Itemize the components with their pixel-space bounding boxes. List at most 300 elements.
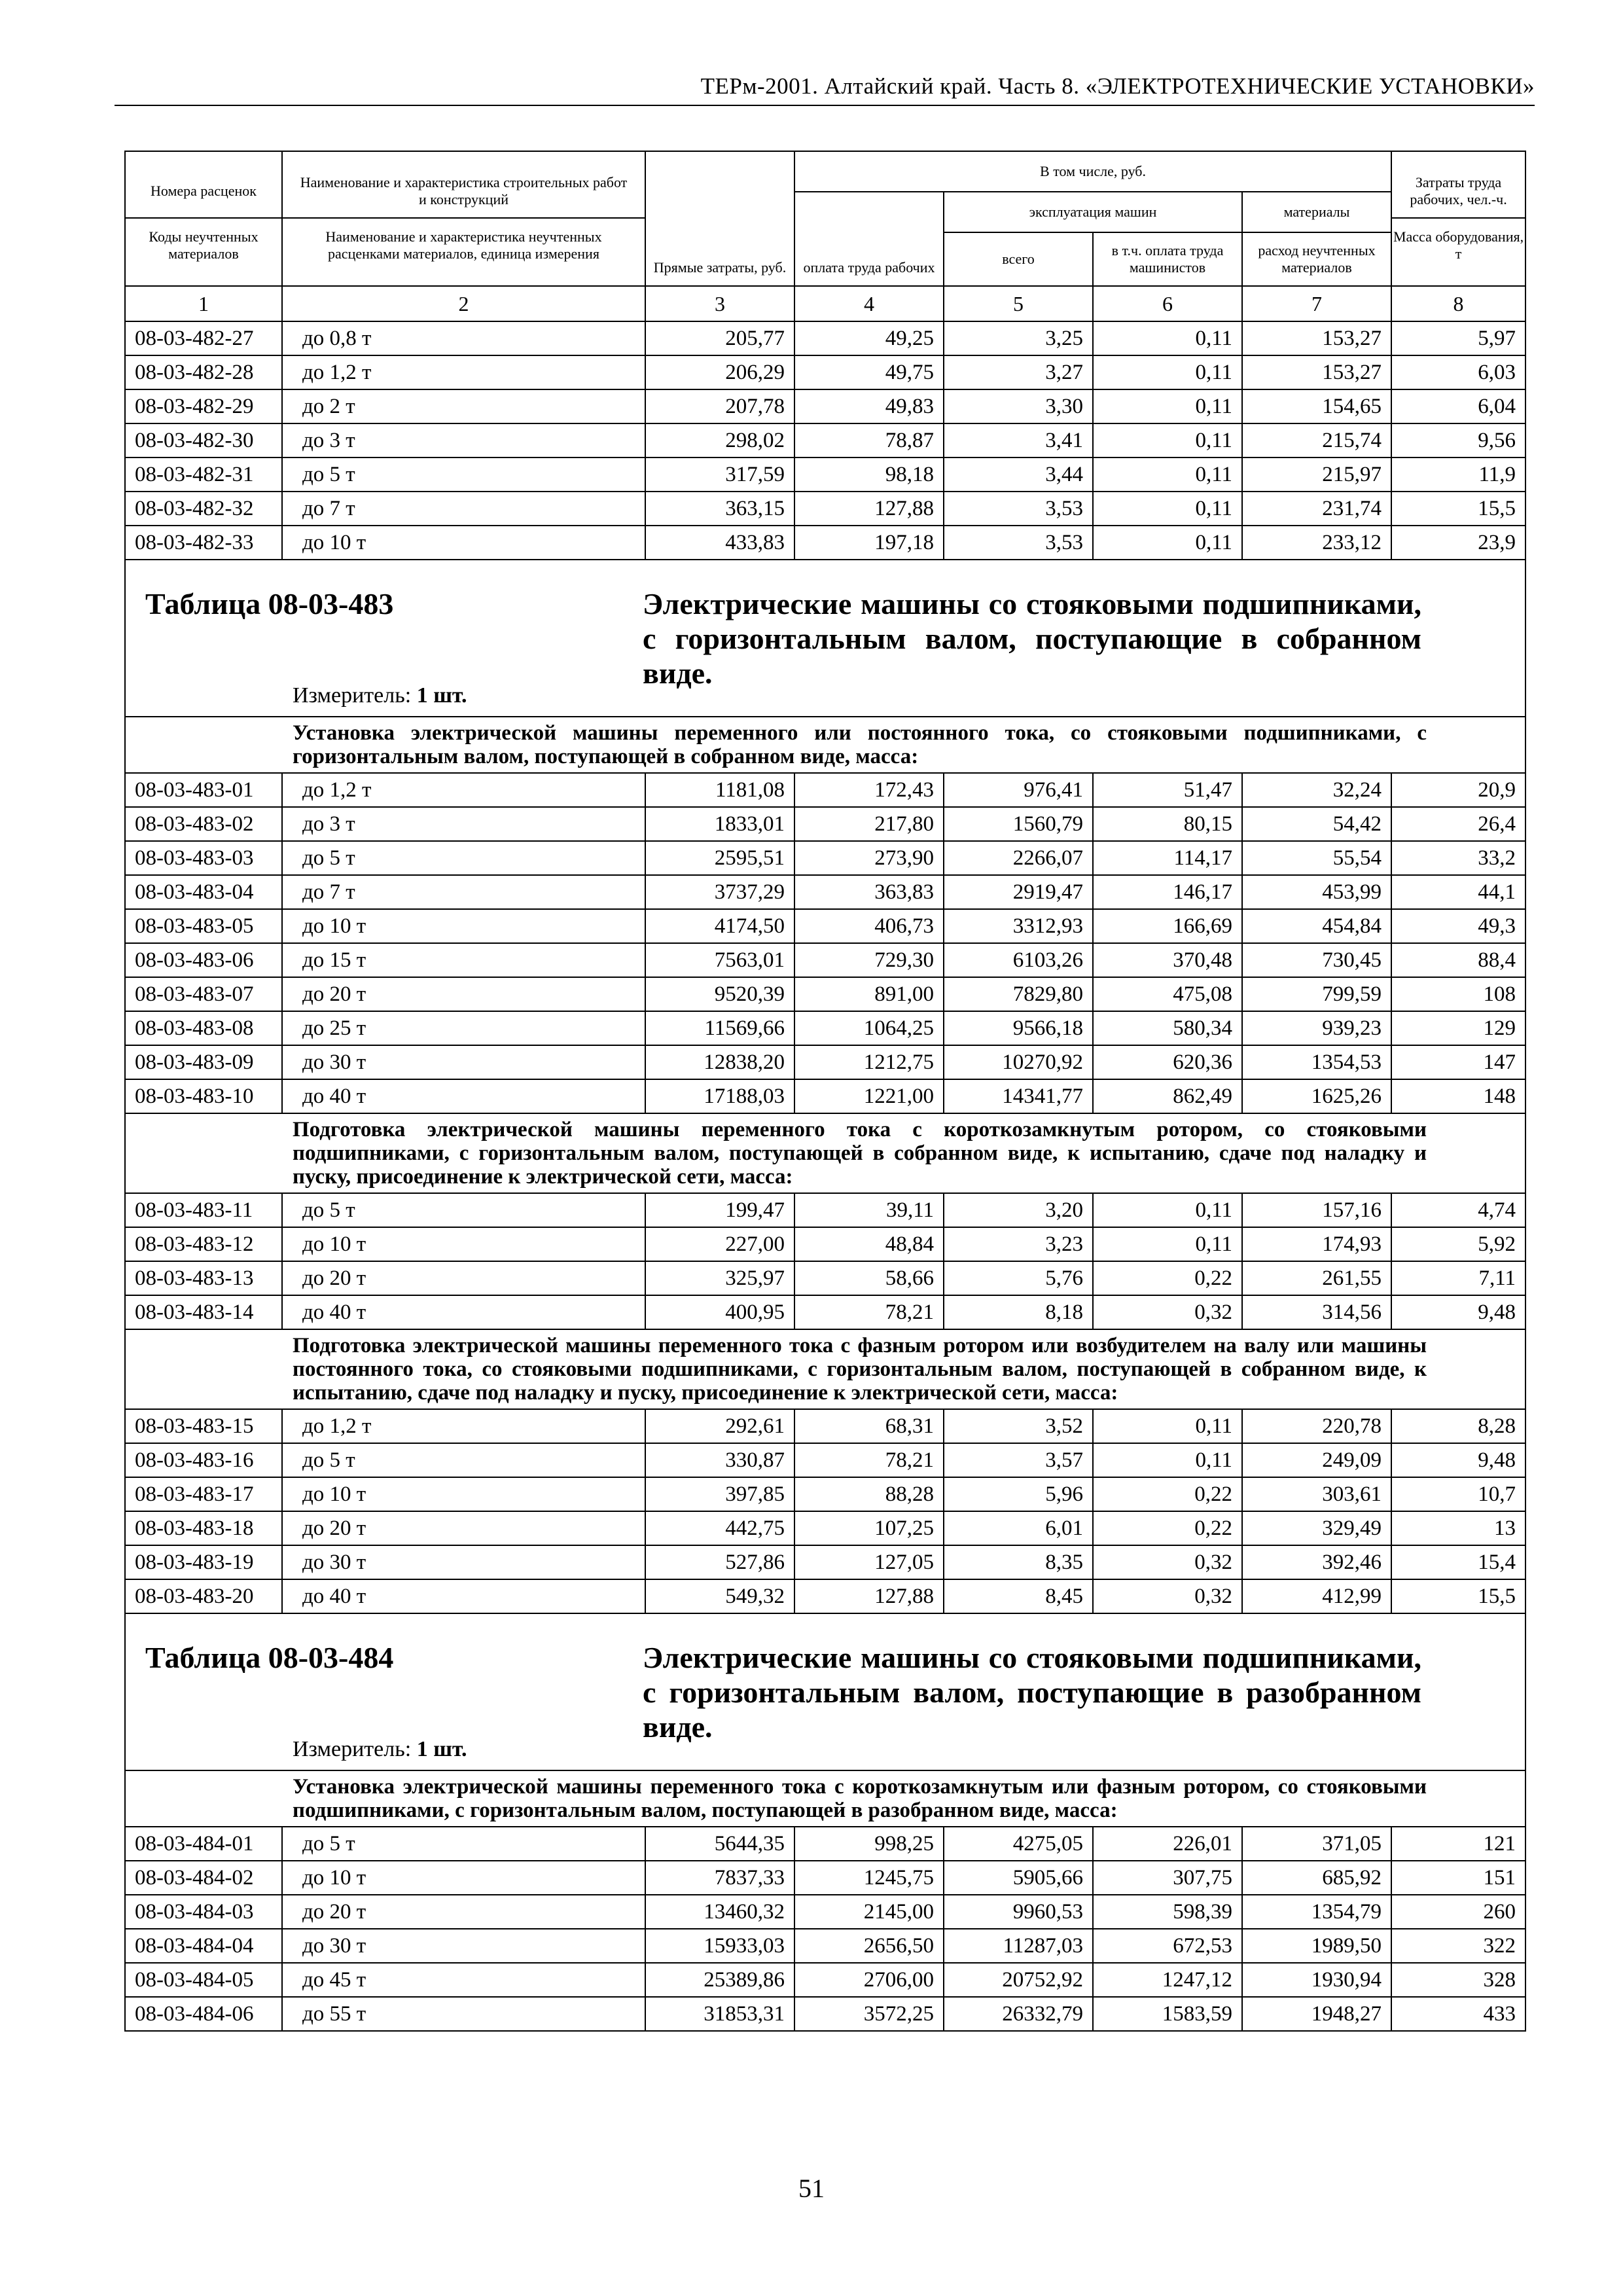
rate-value: 153,27 bbox=[1242, 321, 1391, 355]
rate-code: 08-03-484-06 bbox=[125, 1997, 282, 2031]
rate-code: 08-03-483-09 bbox=[125, 1045, 282, 1079]
rate-value: 206,29 bbox=[645, 355, 794, 389]
rate-name: до 3 т bbox=[282, 423, 645, 457]
table-row bbox=[125, 909, 1525, 943]
rate-code: 08-03-484-05 bbox=[125, 1963, 282, 1997]
rate-value: 1583,59 bbox=[1093, 1997, 1242, 2031]
rate-value: 7563,01 bbox=[645, 943, 794, 977]
table-label: Таблица 08-03-483 bbox=[145, 587, 394, 620]
rate-name: до 15 т bbox=[282, 943, 645, 977]
rate-value: 121 bbox=[1391, 1827, 1525, 1861]
machines-total-header: всего bbox=[944, 232, 1093, 286]
table-row bbox=[125, 977, 1525, 1011]
rate-code: 08-03-483-12 bbox=[125, 1227, 282, 1261]
rate-name: до 30 т bbox=[282, 1545, 645, 1579]
rate-name: до 40 т bbox=[282, 1295, 645, 1329]
rate-name: до 5 т bbox=[282, 1443, 645, 1477]
table-unit bbox=[293, 1737, 467, 1762]
rate-value: 55,54 bbox=[1242, 841, 1391, 875]
rate-value: 9520,39 bbox=[645, 977, 794, 1011]
rate-value: 197,18 bbox=[794, 526, 944, 560]
rate-value: 6,04 bbox=[1391, 389, 1525, 423]
rate-value: 88,4 bbox=[1391, 943, 1525, 977]
rate-value: 58,66 bbox=[794, 1261, 944, 1295]
table-row bbox=[125, 807, 1525, 841]
rate-value: 88,28 bbox=[794, 1477, 944, 1511]
rate-value: 730,45 bbox=[1242, 943, 1391, 977]
rate-value: 17188,03 bbox=[645, 1079, 794, 1113]
rate-value: 5,76 bbox=[944, 1261, 1093, 1295]
rate-code: 08-03-483-13 bbox=[125, 1261, 282, 1295]
rate-value: 939,23 bbox=[1242, 1011, 1391, 1045]
rate-value: 453,99 bbox=[1242, 875, 1391, 909]
table-row bbox=[125, 1193, 1525, 1227]
rate-value: 220,78 bbox=[1242, 1409, 1391, 1443]
rate-code: 08-03-484-03 bbox=[125, 1895, 282, 1929]
machines-header: эксплуатация машин bbox=[944, 192, 1242, 232]
table-row bbox=[125, 1545, 1525, 1579]
table-row bbox=[125, 423, 1525, 457]
rate-value: 1245,75 bbox=[794, 1861, 944, 1895]
rate-value: 107,25 bbox=[794, 1511, 944, 1545]
labor-header: Затраты труда рабочих, чел.-ч. bbox=[1410, 174, 1507, 207]
rate-value: 11569,66 bbox=[645, 1011, 794, 1045]
table-title: Электрические машины со стояковыми подшипниками, с горизонтальным валом, поступающие в разобранном виде. bbox=[643, 1641, 1421, 1744]
rate-value: 49,75 bbox=[794, 355, 944, 389]
rate-name: до 5 т bbox=[282, 1827, 645, 1861]
rate-value: 0,11 bbox=[1093, 492, 1242, 526]
rate-name: до 25 т bbox=[282, 1011, 645, 1045]
col1-header-bottom: Коды неучтенных материалов bbox=[126, 217, 281, 272]
table-row bbox=[125, 355, 1525, 389]
rate-value: 400,95 bbox=[645, 1295, 794, 1329]
rate-value: 0,11 bbox=[1093, 389, 1242, 423]
rate-code: 08-03-482-29 bbox=[125, 389, 282, 423]
rate-value: 3312,93 bbox=[944, 909, 1093, 943]
rate-value: 527,86 bbox=[645, 1545, 794, 1579]
rate-value: 249,09 bbox=[1242, 1443, 1391, 1477]
col1-header-cell bbox=[125, 151, 282, 286]
table-row bbox=[125, 389, 1525, 423]
rate-name: до 30 т bbox=[282, 1929, 645, 1963]
table-row bbox=[125, 526, 1525, 560]
rate-value: 292,61 bbox=[645, 1409, 794, 1443]
table-row bbox=[125, 875, 1525, 909]
table-row bbox=[125, 492, 1525, 526]
rate-value: 32,24 bbox=[1242, 773, 1391, 807]
rate-value: 78,87 bbox=[794, 423, 944, 457]
rate-value: 1354,53 bbox=[1242, 1045, 1391, 1079]
table-heading-cell bbox=[125, 1613, 1525, 1770]
rate-value: 2706,00 bbox=[794, 1963, 944, 1997]
rate-code: 08-03-483-02 bbox=[125, 807, 282, 841]
rate-name: до 5 т bbox=[282, 841, 645, 875]
rate-value: 215,74 bbox=[1242, 423, 1391, 457]
rate-value: 7837,33 bbox=[645, 1861, 794, 1895]
rate-name: до 5 т bbox=[282, 457, 645, 492]
rate-value: 151 bbox=[1391, 1861, 1525, 1895]
rate-code: 08-03-483-14 bbox=[125, 1295, 282, 1329]
rate-value: 7829,80 bbox=[944, 977, 1093, 1011]
rate-value: 15933,03 bbox=[645, 1929, 794, 1963]
rate-value: 14341,77 bbox=[944, 1079, 1093, 1113]
rate-value: 1221,00 bbox=[794, 1079, 944, 1113]
table-row bbox=[125, 1011, 1525, 1045]
rate-value: 3,27 bbox=[944, 355, 1093, 389]
rate-value: 153,27 bbox=[1242, 355, 1391, 389]
rate-value: 172,43 bbox=[794, 773, 944, 807]
rate-value: 0,11 bbox=[1093, 321, 1242, 355]
rate-name: до 20 т bbox=[282, 1261, 645, 1295]
rate-value: 3,53 bbox=[944, 526, 1093, 560]
rate-code: 08-03-482-28 bbox=[125, 355, 282, 389]
table-row bbox=[125, 1861, 1525, 1895]
rate-value: 12838,20 bbox=[645, 1045, 794, 1079]
column-numbers-row bbox=[125, 286, 1525, 321]
rate-value: 3,25 bbox=[944, 321, 1093, 355]
rate-value: 4174,50 bbox=[645, 909, 794, 943]
table-row bbox=[125, 1511, 1525, 1545]
rate-value: 148 bbox=[1391, 1079, 1525, 1113]
rate-value: 0,32 bbox=[1093, 1295, 1242, 1329]
table-row bbox=[125, 1295, 1525, 1329]
rate-value: 0,22 bbox=[1093, 1261, 1242, 1295]
section-text: Установка электрической машины переменного тока с короткозамкнутым или фазным ротором, со стояковыми подшипниками, с горизонтальным валом, поступающей в разобранном виде, масса: bbox=[293, 1775, 1427, 1822]
table-title: Электрические машины со стояковыми подшипниками, с горизонтальным валом, поступающие в собранном виде. bbox=[643, 587, 1421, 690]
rate-value: 226,01 bbox=[1093, 1827, 1242, 1861]
rate-code: 08-03-482-32 bbox=[125, 492, 282, 526]
table-row bbox=[125, 1409, 1525, 1443]
rate-value: 1247,12 bbox=[1093, 1963, 1242, 1997]
rate-value: 330,87 bbox=[645, 1443, 794, 1477]
rate-value: 11,9 bbox=[1391, 457, 1525, 492]
section-cell bbox=[125, 1329, 1525, 1409]
rate-value: 25389,86 bbox=[645, 1963, 794, 1997]
rate-value: 2656,50 bbox=[794, 1929, 944, 1963]
rate-code: 08-03-483-19 bbox=[125, 1545, 282, 1579]
column-number: 6 bbox=[1093, 286, 1242, 321]
rate-value: 3737,29 bbox=[645, 875, 794, 909]
rate-value: 166,69 bbox=[1093, 909, 1242, 943]
rate-value: 13 bbox=[1391, 1511, 1525, 1545]
rate-value: 231,74 bbox=[1242, 492, 1391, 526]
rate-value: 5905,66 bbox=[944, 1861, 1093, 1895]
rate-value: 549,32 bbox=[645, 1579, 794, 1613]
rate-value: 9566,18 bbox=[944, 1011, 1093, 1045]
unit-label: Измеритель: bbox=[293, 683, 412, 708]
rate-value: 0,11 bbox=[1093, 1409, 1242, 1443]
rate-value: 329,49 bbox=[1242, 1511, 1391, 1545]
rate-code: 08-03-484-04 bbox=[125, 1929, 282, 1963]
rate-name: до 20 т bbox=[282, 1511, 645, 1545]
col8-header-cell bbox=[1391, 151, 1525, 286]
table-row bbox=[125, 321, 1525, 355]
rate-value: 998,25 bbox=[794, 1827, 944, 1861]
table-row bbox=[125, 1997, 1525, 2031]
rate-code: 08-03-483-06 bbox=[125, 943, 282, 977]
rate-value: 307,75 bbox=[1093, 1861, 1242, 1895]
rate-value: 227,00 bbox=[645, 1227, 794, 1261]
rate-value: 80,15 bbox=[1093, 807, 1242, 841]
column-number: 8 bbox=[1391, 286, 1525, 321]
rate-value: 314,56 bbox=[1242, 1295, 1391, 1329]
rate-value: 406,73 bbox=[794, 909, 944, 943]
rate-name: до 20 т bbox=[282, 1895, 645, 1929]
rate-name: до 45 т bbox=[282, 1963, 645, 1997]
column-number: 5 bbox=[944, 286, 1093, 321]
rate-value: 44,1 bbox=[1391, 875, 1525, 909]
rate-value: 0,32 bbox=[1093, 1545, 1242, 1579]
header-rule bbox=[115, 105, 1535, 106]
table-row bbox=[125, 943, 1525, 977]
rate-code: 08-03-483-18 bbox=[125, 1511, 282, 1545]
section-heading bbox=[125, 1113, 1525, 1193]
rate-name: до 10 т bbox=[282, 1477, 645, 1511]
rate-value: 129 bbox=[1391, 1011, 1525, 1045]
rate-value: 260 bbox=[1391, 1895, 1525, 1929]
rate-value: 298,02 bbox=[645, 423, 794, 457]
rate-code: 08-03-483-16 bbox=[125, 1443, 282, 1477]
rate-value: 799,59 bbox=[1242, 977, 1391, 1011]
rate-value: 261,55 bbox=[1242, 1261, 1391, 1295]
rate-value: 108 bbox=[1391, 977, 1525, 1011]
rate-value: 3,52 bbox=[944, 1409, 1093, 1443]
rate-value: 598,39 bbox=[1093, 1895, 1242, 1929]
rate-value: 0,11 bbox=[1093, 1193, 1242, 1227]
rate-code: 08-03-484-02 bbox=[125, 1861, 282, 1895]
rate-value: 5,96 bbox=[944, 1477, 1093, 1511]
materials-unaccounted-header: расход неучтенных материалов bbox=[1242, 232, 1391, 286]
col2-header-cell bbox=[282, 151, 645, 286]
rate-code: 08-03-482-33 bbox=[125, 526, 282, 560]
rate-name: до 2 т bbox=[282, 389, 645, 423]
incl-header: В том числе, руб. bbox=[794, 151, 1391, 192]
table-row bbox=[125, 1261, 1525, 1295]
rate-value: 9960,53 bbox=[944, 1895, 1093, 1929]
rate-code: 08-03-483-11 bbox=[125, 1193, 282, 1227]
rate-value: 0,11 bbox=[1093, 457, 1242, 492]
rate-code: 08-03-483-03 bbox=[125, 841, 282, 875]
column-number: 4 bbox=[794, 286, 944, 321]
rate-value: 3,53 bbox=[944, 492, 1093, 526]
rate-value: 8,28 bbox=[1391, 1409, 1525, 1443]
rate-value: 1948,27 bbox=[1242, 1997, 1391, 2031]
rate-value: 1181,08 bbox=[645, 773, 794, 807]
section-cell bbox=[125, 1113, 1525, 1193]
rate-value: 33,2 bbox=[1391, 841, 1525, 875]
rate-code: 08-03-483-01 bbox=[125, 773, 282, 807]
mass-header: Масса оборудования, т bbox=[1392, 217, 1525, 272]
rate-value: 1212,75 bbox=[794, 1045, 944, 1079]
rate-value: 78,21 bbox=[794, 1443, 944, 1477]
rate-value: 1560,79 bbox=[944, 807, 1093, 841]
running-header: ТЕРм-2001. Алтайский край. Часть 8. «ЭЛЕКТРОТЕХНИЧЕСКИЕ УСТАНОВКИ» bbox=[700, 73, 1535, 99]
column-number: 1 bbox=[125, 286, 282, 321]
rate-value: 39,11 bbox=[794, 1193, 944, 1227]
rate-value: 371,05 bbox=[1242, 1827, 1391, 1861]
rate-value: 154,65 bbox=[1242, 389, 1391, 423]
table-heading bbox=[126, 560, 1525, 716]
rate-value: 1989,50 bbox=[1242, 1929, 1391, 1963]
rate-value: 233,12 bbox=[1242, 526, 1391, 560]
table-row bbox=[125, 841, 1525, 875]
rate-value: 114,17 bbox=[1093, 841, 1242, 875]
rate-value: 976,41 bbox=[944, 773, 1093, 807]
rate-value: 6,01 bbox=[944, 1511, 1093, 1545]
table-row bbox=[125, 457, 1525, 492]
rate-value: 3,20 bbox=[944, 1193, 1093, 1227]
rate-value: 31853,31 bbox=[645, 1997, 794, 2031]
unit-value: 1 шт. bbox=[416, 1737, 467, 1761]
col1-header-top: Номера расценок bbox=[151, 183, 257, 199]
rate-value: 363,83 bbox=[794, 875, 944, 909]
rate-value: 475,08 bbox=[1093, 977, 1242, 1011]
rate-code: 08-03-483-04 bbox=[125, 875, 282, 909]
table-row bbox=[125, 1895, 1525, 1929]
rate-value: 3,23 bbox=[944, 1227, 1093, 1261]
rate-value: 397,85 bbox=[645, 1477, 794, 1511]
rate-value: 127,88 bbox=[794, 1579, 944, 1613]
table-row bbox=[125, 773, 1525, 807]
rate-value: 49,25 bbox=[794, 321, 944, 355]
rate-name: до 7 т bbox=[282, 875, 645, 909]
machines-wages-header: в т.ч. оплата труда машинистов bbox=[1093, 232, 1242, 286]
rate-value: 48,84 bbox=[794, 1227, 944, 1261]
section-heading bbox=[125, 1329, 1525, 1409]
rate-value: 15,5 bbox=[1391, 492, 1525, 526]
rate-value: 215,97 bbox=[1242, 457, 1391, 492]
rate-value: 412,99 bbox=[1242, 1579, 1391, 1613]
rate-value: 147 bbox=[1391, 1045, 1525, 1079]
table-row bbox=[125, 1963, 1525, 1997]
column-number: 7 bbox=[1242, 286, 1391, 321]
rate-code: 08-03-483-17 bbox=[125, 1477, 282, 1511]
rate-value: 3,41 bbox=[944, 423, 1093, 457]
rate-value: 1064,25 bbox=[794, 1011, 944, 1045]
rate-name: до 55 т bbox=[282, 1997, 645, 2031]
rate-value: 54,42 bbox=[1242, 807, 1391, 841]
column-number: 2 bbox=[282, 286, 645, 321]
rate-name: до 3 т bbox=[282, 807, 645, 841]
rate-value: 15,5 bbox=[1391, 1579, 1525, 1613]
rate-value: 3,57 bbox=[944, 1443, 1093, 1477]
rate-value: 273,90 bbox=[794, 841, 944, 875]
section-text: Подготовка электрической машины переменного тока с короткозамкнутым ротором, со стояковыми подшипниками, с горизонтальным валом, поступающей в собранном виде, к испытанию, сдаче под наладку и пуску, присоединение к электрической сети, масса: bbox=[293, 1118, 1427, 1189]
rate-name: до 40 т bbox=[282, 1579, 645, 1613]
rate-value: 2145,00 bbox=[794, 1895, 944, 1929]
rate-name: до 7 т bbox=[282, 492, 645, 526]
rate-value: 325,97 bbox=[645, 1261, 794, 1295]
rate-value: 2266,07 bbox=[944, 841, 1093, 875]
rate-value: 157,16 bbox=[1242, 1193, 1391, 1227]
rate-value: 146,17 bbox=[1093, 875, 1242, 909]
rate-value: 6,03 bbox=[1391, 355, 1525, 389]
rate-value: 5,97 bbox=[1391, 321, 1525, 355]
rate-value: 49,83 bbox=[794, 389, 944, 423]
materials-header: материалы bbox=[1283, 204, 1350, 220]
table-row bbox=[125, 1079, 1525, 1113]
rate-code: 08-03-482-27 bbox=[125, 321, 282, 355]
rate-value: 1833,01 bbox=[645, 807, 794, 841]
table-unit bbox=[293, 683, 467, 708]
rate-value: 9,56 bbox=[1391, 423, 1525, 457]
rate-code: 08-03-483-10 bbox=[125, 1079, 282, 1113]
rate-value: 78,21 bbox=[794, 1295, 944, 1329]
rate-code: 08-03-484-01 bbox=[125, 1827, 282, 1861]
rate-value: 454,84 bbox=[1242, 909, 1391, 943]
rate-value: 0,11 bbox=[1093, 526, 1242, 560]
rate-value: 205,77 bbox=[645, 321, 794, 355]
column-number: 3 bbox=[645, 286, 794, 321]
rate-value: 0,32 bbox=[1093, 1579, 1242, 1613]
col2-header-top: Наименование и характеристика строительных работ и конструкций bbox=[300, 174, 628, 207]
rate-value: 4,74 bbox=[1391, 1193, 1525, 1227]
rate-name: до 10 т bbox=[282, 526, 645, 560]
table-row bbox=[125, 1227, 1525, 1261]
rate-value: 442,75 bbox=[645, 1511, 794, 1545]
rate-value: 98,18 bbox=[794, 457, 944, 492]
rate-code: 08-03-483-20 bbox=[125, 1579, 282, 1613]
rate-value: 26,4 bbox=[1391, 807, 1525, 841]
rate-value: 174,93 bbox=[1242, 1227, 1391, 1261]
rate-value: 580,34 bbox=[1093, 1011, 1242, 1045]
table-row bbox=[125, 1443, 1525, 1477]
rate-value: 207,78 bbox=[645, 389, 794, 423]
rate-value: 317,59 bbox=[645, 457, 794, 492]
rate-value: 891,00 bbox=[794, 977, 944, 1011]
rate-name: до 0,8 т bbox=[282, 321, 645, 355]
col2-header-bottom: Наименование и характеристика неучтенных расценками материалов, единица измерения bbox=[283, 217, 645, 272]
rate-value: 217,80 bbox=[794, 807, 944, 841]
rate-value: 0,11 bbox=[1093, 1227, 1242, 1261]
rate-value: 2919,47 bbox=[944, 875, 1093, 909]
rate-value: 363,15 bbox=[645, 492, 794, 526]
rate-value: 0,11 bbox=[1093, 1443, 1242, 1477]
table-heading-cell bbox=[125, 560, 1525, 717]
rate-name: до 5 т bbox=[282, 1193, 645, 1227]
rate-value: 8,18 bbox=[944, 1295, 1093, 1329]
rate-value: 862,49 bbox=[1093, 1079, 1242, 1113]
table-row bbox=[125, 1045, 1525, 1079]
rate-code: 08-03-483-07 bbox=[125, 977, 282, 1011]
section-text: Подготовка электрической машины переменного тока с фазным ротором или возбудителем на валу или машины постоянного тока, со стояковыми подшипниками, с горизонтальным валом, поступающей в собранном виде, к испытанию, сдаче под наладку и пуску, присоединение к электрической сети, масса: bbox=[293, 1334, 1427, 1405]
rate-value: 0,11 bbox=[1093, 355, 1242, 389]
table-label: Таблица 08-03-484 bbox=[145, 1641, 394, 1674]
unit-value: 1 шт. bbox=[416, 683, 467, 708]
rate-value: 5644,35 bbox=[645, 1827, 794, 1861]
unit-label: Измеритель: bbox=[293, 1737, 412, 1761]
rate-value: 8,35 bbox=[944, 1545, 1093, 1579]
wages-header: оплата труда рабочих bbox=[794, 192, 944, 286]
rate-value: 0,22 bbox=[1093, 1511, 1242, 1545]
rate-value: 199,47 bbox=[645, 1193, 794, 1227]
rate-value: 328 bbox=[1391, 1963, 1525, 1997]
rate-value: 23,9 bbox=[1391, 526, 1525, 560]
rate-value: 11287,03 bbox=[944, 1929, 1093, 1963]
rate-value: 3,44 bbox=[944, 457, 1093, 492]
table-row bbox=[125, 1827, 1525, 1861]
rate-value: 322 bbox=[1391, 1929, 1525, 1963]
rate-value: 10,7 bbox=[1391, 1477, 1525, 1511]
rate-value: 0,11 bbox=[1093, 423, 1242, 457]
rate-value: 3572,25 bbox=[794, 1997, 944, 2031]
rate-value: 2595,51 bbox=[645, 841, 794, 875]
rate-value: 370,48 bbox=[1093, 943, 1242, 977]
table-row bbox=[125, 1477, 1525, 1511]
rate-name: до 1,2 т bbox=[282, 1409, 645, 1443]
rate-value: 10270,92 bbox=[944, 1045, 1093, 1079]
page-number: 51 bbox=[798, 2174, 825, 2203]
